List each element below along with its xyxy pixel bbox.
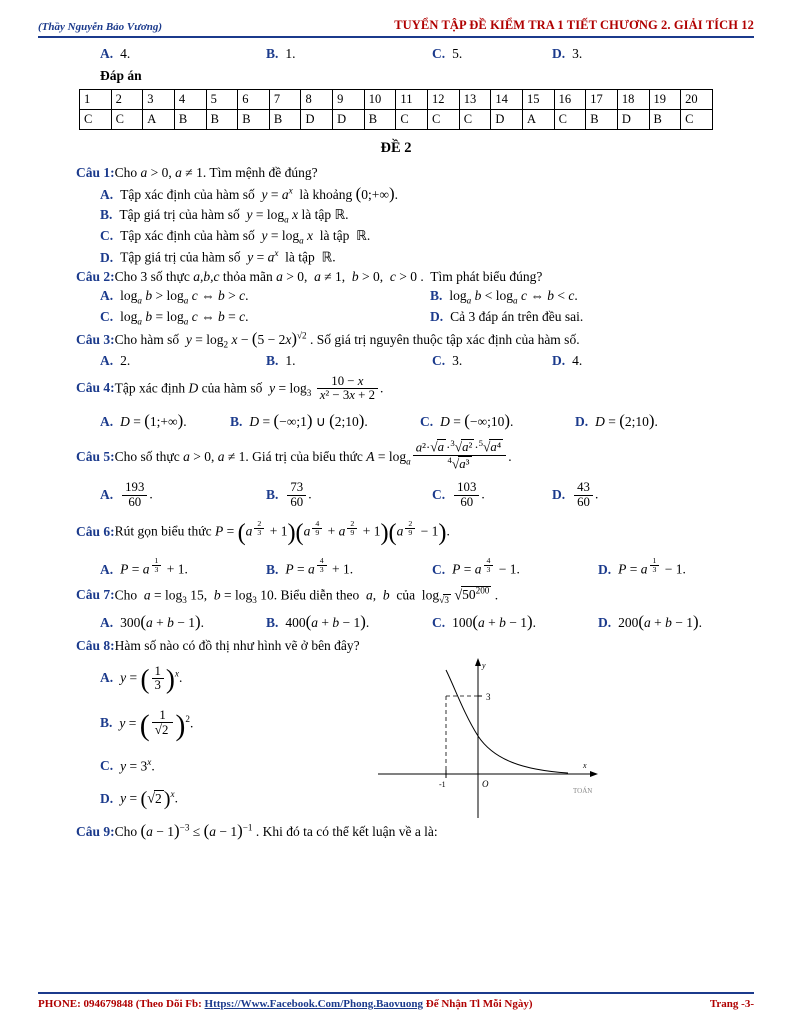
question-5-option-c bbox=[432, 481, 552, 509]
question-7-options bbox=[38, 612, 754, 632]
page-number: Trang -3- bbox=[709, 998, 754, 1010]
question-7-option-b bbox=[266, 612, 432, 632]
option-text: $\frac{43}{60}$ . bbox=[572, 481, 598, 509]
answer-number: 13 bbox=[459, 90, 491, 110]
question-label: Câu 8: bbox=[76, 637, 115, 653]
question-stem: Cho a > 0, a ≠ 1. Tìm mệnh đề đúng? bbox=[114, 165, 318, 180]
option-text: 4. bbox=[120, 46, 131, 61]
question-4-options bbox=[38, 411, 754, 431]
answer-number: 20 bbox=[681, 90, 713, 110]
question-3 bbox=[38, 329, 754, 350]
question-1-option-d bbox=[38, 248, 754, 266]
question-8-option-d bbox=[38, 788, 368, 811]
page-footer bbox=[38, 992, 754, 1010]
option-letter: D. bbox=[100, 790, 114, 806]
question-4-option-d bbox=[575, 411, 658, 431]
option-letter: D. bbox=[100, 249, 114, 265]
option-letter: D. bbox=[430, 308, 444, 324]
answer-number: 9 bbox=[333, 90, 365, 110]
question-stem: Cho hàm số $y = \log_2 x - (5 - 2x)^{√2}$ . Số giá trị nguyên thuộc tập xác định của hàm số. bbox=[114, 329, 580, 350]
answer-number: 8 bbox=[301, 90, 333, 110]
option-letter: C. bbox=[432, 46, 446, 61]
option-text: Tập giá trị của hàm số $y = a^x$ là tập ℝ. bbox=[120, 248, 336, 265]
option-text: 1. bbox=[285, 46, 296, 61]
option-denominator: 60 bbox=[290, 494, 304, 509]
answer-number: 12 bbox=[428, 90, 460, 110]
graph-figure bbox=[368, 656, 618, 826]
answer-letter: C bbox=[459, 110, 491, 130]
option-text: P = a $^{\frac{4}{3}}$ + 1. bbox=[285, 556, 354, 577]
header-title: TUYỂN TẬP ĐỀ KIỂM TRA 1 TIẾT CHƯƠNG 2. GIẢI TÍCH 12 bbox=[394, 18, 754, 32]
option-letter: C. bbox=[100, 758, 114, 774]
answer-letter: B bbox=[269, 110, 301, 130]
question-4-option-a bbox=[100, 411, 230, 431]
answer-letter: C bbox=[428, 110, 460, 130]
answer-key-title: Đáp án bbox=[100, 68, 142, 83]
option-item bbox=[266, 46, 432, 62]
answer-letter: B bbox=[649, 110, 681, 130]
question-8-body bbox=[38, 660, 754, 811]
option-letter: B. bbox=[266, 614, 279, 630]
answer-letter: A bbox=[522, 110, 554, 130]
option-text: 200(a + b − 1). bbox=[618, 611, 702, 631]
answer-letter: C bbox=[396, 110, 428, 130]
footer-phone: PHONE: 094679848 (Theo Dõi Fb: bbox=[38, 998, 205, 1010]
question-5-option-a bbox=[100, 481, 266, 509]
option-text: $\log_a b = \log_a c$ ⇔ b = c. bbox=[120, 308, 249, 327]
answer-number: 17 bbox=[586, 90, 618, 110]
question-4-option-b bbox=[230, 411, 420, 431]
option-text: 1. bbox=[285, 352, 296, 368]
answer-number: 14 bbox=[491, 90, 523, 110]
header-author: (Thầy Nguyễn Bảo Vương) bbox=[38, 21, 163, 33]
option-item bbox=[432, 46, 552, 62]
option-letter: C. bbox=[100, 308, 114, 324]
answer-number: 10 bbox=[364, 90, 396, 110]
question-3-option-d bbox=[552, 353, 582, 369]
figure-watermark: TOÁN bbox=[573, 786, 593, 795]
answer-key-table bbox=[79, 89, 713, 130]
option-letter: A. bbox=[100, 287, 114, 303]
option-text: Cả 3 đáp án trên đều sai. bbox=[450, 308, 584, 324]
question-2-options-row2 bbox=[38, 309, 754, 327]
option-numerator: 73 bbox=[287, 481, 306, 495]
answer-letter: B bbox=[238, 110, 270, 130]
question-1 bbox=[38, 165, 754, 181]
exponential-graph-svg bbox=[368, 656, 618, 826]
answer-number: 7 bbox=[269, 90, 301, 110]
option-item bbox=[100, 46, 266, 62]
option-letter: C. bbox=[420, 413, 434, 429]
question-2-option-b bbox=[430, 288, 578, 306]
footer-tail: Để Nhận Tl Mỗi Ngày) bbox=[423, 998, 533, 1010]
question-1-option-b bbox=[38, 207, 754, 225]
question-stem: Cho 3 số thực a,b,c thỏa mãn a > 0, a ≠ 1, b > 0, c > 0 . Tìm phát biểu đúng? bbox=[114, 268, 543, 284]
option-denominator: 60 bbox=[128, 494, 142, 509]
question-2-option-a bbox=[100, 288, 430, 306]
option-text: $\log_a b > \log_a c$ ⇔ b > c. bbox=[120, 287, 249, 306]
answer-letter: C bbox=[681, 110, 713, 130]
question-stem: Cho số thực a > 0, a ≠ 1. Giá trị của biểu thức $A = \log_a$ $\frac{a^2\cdot√a \cdot^3√a^2 \cdot^5√a^4}{^4√a^3}$ . bbox=[114, 437, 512, 471]
answer-number: 18 bbox=[617, 90, 649, 110]
option-text: Tập xác định của hàm số $y = a^x$ là khoảng (0;+∞). bbox=[120, 184, 399, 203]
question-3-option-c bbox=[432, 353, 552, 369]
answer-letter: C bbox=[554, 110, 586, 130]
option-letter: C. bbox=[432, 486, 446, 502]
answer-letter: D bbox=[491, 110, 523, 130]
answer-number: 6 bbox=[238, 90, 270, 110]
question-label: Câu 7: bbox=[76, 587, 115, 603]
option-text: $y = (√2)^x$. bbox=[120, 788, 178, 811]
question-7-option-d bbox=[598, 612, 702, 632]
option-numerator: 43 bbox=[574, 481, 593, 495]
question-stem: Rút gọn biểu thức P = (a $^{\frac{2}{3}}$ + 1)(a $^{\frac{4}{9}}$ + a $^{\frac{2}{9}}$ + 1)(a $^{\frac{2}{9}}$ − 1). bbox=[114, 518, 450, 547]
question-2 bbox=[38, 269, 754, 285]
question-1-option-c bbox=[38, 228, 754, 246]
answer-letter: D bbox=[333, 110, 365, 130]
option-text: D = (2;10). bbox=[595, 410, 658, 430]
option-text: P = a $^{\frac{4}{3}}$ − 1. bbox=[452, 556, 520, 577]
option-text: Tập xác định của hàm số $y = \log_a x$ là tập ℝ. bbox=[120, 227, 371, 246]
question-6-option-d bbox=[598, 557, 686, 577]
question-5-option-d bbox=[552, 481, 598, 509]
option-letter: B. bbox=[430, 287, 443, 303]
exam-title: ĐỀ 2 bbox=[380, 140, 412, 156]
question-1-option-a bbox=[38, 184, 754, 204]
option-letter: B. bbox=[266, 561, 279, 577]
question-8-option-c bbox=[38, 757, 368, 775]
option-letter: A. bbox=[100, 486, 114, 502]
option-text: 2. bbox=[120, 352, 131, 368]
option-letter: A. bbox=[100, 352, 114, 368]
facebook-link[interactable]: Https://Www.Facebook.Com/Phong.Baovuong bbox=[204, 998, 424, 1010]
answer-letter: B bbox=[364, 110, 396, 130]
question-3-options bbox=[38, 353, 754, 369]
option-text: $\frac{73}{60}$ . bbox=[285, 481, 311, 509]
figure-tick-x: -1 bbox=[439, 779, 446, 789]
figure-origin-label: O bbox=[482, 778, 489, 789]
option-denominator: 60 bbox=[460, 494, 474, 509]
option-letter: D. bbox=[552, 352, 566, 368]
question-2-options-row1 bbox=[38, 288, 754, 306]
question-2-option-d bbox=[430, 309, 583, 327]
question-stem: Tập xác định D của hàm số $y = \log_3$ $\frac{10 - x}{\text{x² − 3x + 2}}$ . bbox=[114, 373, 384, 403]
option-letter: A. bbox=[100, 561, 114, 577]
question-7-option-c bbox=[432, 612, 598, 632]
question-5-option-b bbox=[266, 481, 432, 509]
question-2-option-c bbox=[100, 309, 430, 327]
option-letter: D. bbox=[598, 561, 612, 577]
answer-letter: B bbox=[206, 110, 238, 130]
question-8-option-a bbox=[38, 664, 368, 695]
option-text: 300(a + b − 1). bbox=[120, 611, 204, 631]
option-text: 3. bbox=[452, 352, 463, 368]
option-text: P = a $^{\frac{1}{3}}$ − 1. bbox=[618, 556, 686, 577]
footer-contact bbox=[38, 998, 533, 1010]
option-text: 100(a + b − 1). bbox=[452, 611, 536, 631]
table-row bbox=[80, 110, 713, 130]
option-text: 400(a + b − 1). bbox=[285, 611, 370, 631]
option-letter: D. bbox=[552, 46, 566, 61]
answer-number: 1 bbox=[80, 90, 112, 110]
question-6-option-a bbox=[100, 557, 266, 577]
option-letter: C. bbox=[432, 614, 446, 630]
question-5-options bbox=[38, 481, 754, 509]
answer-letter: B bbox=[586, 110, 618, 130]
page-header bbox=[38, 18, 754, 38]
question-label: Câu 3: bbox=[76, 332, 115, 348]
answer-number: 16 bbox=[554, 90, 586, 110]
option-numerator: 103 bbox=[454, 481, 479, 495]
answer-number: 2 bbox=[111, 90, 143, 110]
question-6 bbox=[38, 519, 754, 547]
question-8 bbox=[38, 638, 754, 654]
question-6-options bbox=[38, 557, 754, 577]
question-6-option-c bbox=[432, 557, 598, 577]
question-6-option-b bbox=[266, 557, 432, 577]
option-letter: B. bbox=[266, 352, 279, 368]
option-letter: B. bbox=[266, 46, 279, 61]
option-text: $\log_a b < \log_a c$ ⇔ b < c. bbox=[449, 287, 578, 306]
option-text: $\frac{103}{60}$ . bbox=[452, 481, 485, 509]
option-text: D = (−∞;1) ∪ (2;10). bbox=[249, 410, 368, 430]
question-label: Câu 5: bbox=[76, 448, 115, 464]
answer-number: 3 bbox=[143, 90, 175, 110]
answer-letter: D bbox=[301, 110, 333, 130]
question-stem: Hàm số nào có đồ thị như hình vẽ ở bên đây? bbox=[114, 637, 360, 653]
option-text: 3. bbox=[572, 46, 583, 61]
answer-number: 4 bbox=[174, 90, 206, 110]
option-text: 5. bbox=[452, 46, 463, 61]
option-text: D = (−∞;10). bbox=[440, 410, 514, 430]
answer-number: 11 bbox=[396, 90, 428, 110]
option-text: D = (1;+∞). bbox=[120, 410, 187, 430]
question-4-option-c bbox=[420, 411, 575, 431]
option-letter: B. bbox=[100, 715, 113, 731]
question-stem: Cho $(a - 1)^{-3} \le (a - 1)^{-1}$ . Khi đó ta có thể kết luận về a là: bbox=[114, 821, 438, 841]
option-text: P = a $^{\frac{1}{3}}$ + 1. bbox=[120, 556, 188, 577]
question-8-option-b bbox=[38, 709, 368, 743]
question-label: Câu 1: bbox=[76, 165, 115, 180]
option-letter: A. bbox=[100, 614, 114, 630]
top-options-row bbox=[38, 46, 754, 62]
option-text: y = ( $\frac{1}{3}$ )$^x$. bbox=[120, 663, 183, 694]
option-letter: B. bbox=[266, 486, 279, 502]
option-letter: D. bbox=[575, 413, 589, 429]
option-numerator: 193 bbox=[122, 481, 147, 495]
option-letter: A. bbox=[100, 413, 114, 429]
option-letter: A. bbox=[100, 669, 114, 685]
option-item bbox=[552, 46, 582, 62]
option-letter: C. bbox=[432, 561, 446, 577]
option-letter: D. bbox=[598, 614, 612, 630]
option-text: $y = 3^x$. bbox=[120, 756, 155, 774]
question-5 bbox=[38, 439, 754, 471]
question-3-option-b bbox=[266, 353, 432, 369]
option-text: 4. bbox=[572, 352, 583, 368]
option-letter: C. bbox=[100, 227, 114, 243]
option-letter: B. bbox=[100, 207, 113, 222]
answer-number: 15 bbox=[522, 90, 554, 110]
question-7 bbox=[38, 586, 754, 606]
figure-y-label: y bbox=[482, 660, 486, 670]
question-8-options bbox=[38, 664, 368, 811]
question-label: Câu 4: bbox=[76, 380, 115, 396]
figure-tick-y: 3 bbox=[486, 691, 491, 702]
option-text: $\frac{193}{60}$ . bbox=[120, 481, 153, 509]
question-7-option-a bbox=[100, 612, 266, 632]
question-label: Câu 2: bbox=[76, 268, 115, 284]
answer-number: 5 bbox=[206, 90, 238, 110]
option-denominator: 60 bbox=[577, 494, 590, 509]
option-text: Tập giá trị của hàm số $y = \log_a x$ là tập ℝ. bbox=[119, 207, 349, 225]
question-label: Câu 6: bbox=[76, 523, 115, 539]
option-text: y = ( $\frac{1}{√2}$ )$^2$. bbox=[119, 707, 194, 742]
option-letter: A. bbox=[100, 187, 114, 202]
answer-letter: C bbox=[111, 110, 143, 130]
option-letter: D. bbox=[552, 486, 566, 502]
option-letter: B. bbox=[230, 413, 243, 429]
question-4 bbox=[38, 375, 754, 403]
question-3-option-a bbox=[100, 353, 266, 369]
question-stem: Cho $a = \log_3 15$, $b = \log_3 10$. Biểu diễn theo a, b của $\log_{√3} √50^{200}$ . bbox=[114, 585, 499, 606]
option-letter: C. bbox=[432, 352, 446, 368]
answer-number: 19 bbox=[649, 90, 681, 110]
answer-letter: C bbox=[80, 110, 112, 130]
figure-x-label: x bbox=[583, 760, 587, 770]
option-letter: A. bbox=[100, 46, 114, 61]
answer-letter: A bbox=[143, 110, 175, 130]
answer-letter: B bbox=[174, 110, 206, 130]
answer-letter: D bbox=[617, 110, 649, 130]
question-label: Câu 9: bbox=[76, 824, 115, 840]
table-row bbox=[80, 90, 713, 110]
